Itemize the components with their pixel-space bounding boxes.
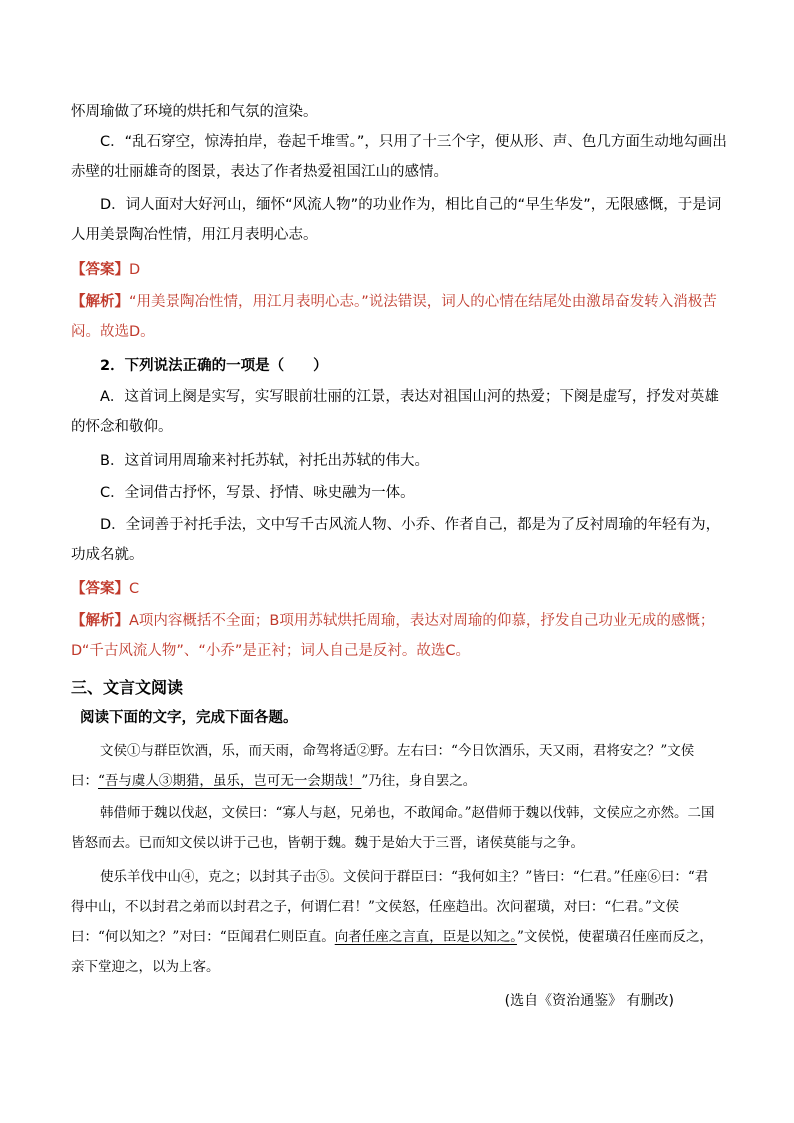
q2-option-c bbox=[71, 478, 727, 508]
source-note: (选自《资治通鉴》 有删改) bbox=[504, 993, 674, 1009]
text: 韩借师于魏以伐赵，文侯曰：“寡人与赵，兄弟也，不敢闻命。”赵借师于魏以伐韩，文侯应之亦然。二国皆怒而去。已而知文侯以讲于己也，皆朝于魏。魏于是始大于三晋，诸侯莫能与之争。 bbox=[71, 805, 715, 851]
q2-answer bbox=[71, 574, 727, 604]
q2-option-b bbox=[71, 446, 727, 476]
text: C．“乱石穿空，惊涛拍岸，卷起千堆雪。”，只用了十三个字，便从形、声、色几方面生动地勾画出赤壁的壮丽雄奇的图景，表达了作者热爱祖国江山的感情。 bbox=[71, 134, 727, 180]
q2-option-d bbox=[71, 510, 727, 570]
analysis-tag: 【解析】 bbox=[71, 294, 129, 310]
analysis-tag: 【解析】 bbox=[71, 613, 129, 629]
text: D．词人面对大好河山，缅怀“风流人物”的功业作为，相比自己的“早生华发”，无限感慨，于是词人用美景陶冶性情，用江月表明心志。 bbox=[71, 197, 722, 243]
prev-option-b-tail bbox=[71, 97, 727, 127]
underlined-sentence: 向者任座之言直，臣是以知之。 bbox=[334, 929, 517, 945]
q2-analysis bbox=[71, 606, 727, 666]
q1-option-d bbox=[71, 190, 727, 250]
analysis-text: “用美景陶冶性情，用江月表明心志。”说法错误，词人的心情在结尾处由激昂奋发转入消极苦闷。故选D。 bbox=[71, 294, 717, 340]
text: ”文侯悦，使翟璜召任座而反之，亲下堂迎之，以为上客。 bbox=[71, 929, 713, 975]
text: 阅读下面的文字，完成下面各题。 bbox=[80, 710, 298, 726]
answer-value: C bbox=[129, 581, 140, 597]
answer-tag: 【答案】 bbox=[71, 262, 129, 278]
passage-paragraph-2 bbox=[71, 798, 721, 858]
text: ”乃往，身自罢之。 bbox=[361, 773, 477, 789]
answer-tag: 【答案】 bbox=[71, 581, 129, 597]
section-instruction bbox=[80, 703, 720, 733]
text: D．全词善于衬托手法，文中写千古风流人物、小乔、作者自己，都是为了反衬周瑜的年轻有为，功成名就。 bbox=[71, 517, 721, 563]
text: C．全词借古抒怀，写景、抒情、咏史融为一体。 bbox=[100, 485, 415, 501]
q1-option-c bbox=[71, 127, 727, 187]
analysis-text: A项内容概括不全面；B项用苏轼烘托周瑜，表达对周瑜的仰慕，抒发自己功业无成的感慨；D“千古风流人物”、“小乔”是正衬；词人自己是反衬。故选C。 bbox=[71, 613, 715, 659]
q2-stem bbox=[71, 351, 727, 381]
passage-paragraph-3 bbox=[71, 862, 721, 982]
text: B．这首词用周瑜来衬托苏轼，衬托出苏轼的伟大。 bbox=[100, 453, 429, 469]
section-heading: 三、文言文阅读 bbox=[71, 678, 184, 697]
q2-option-a bbox=[71, 382, 727, 442]
passage-paragraph-1 bbox=[71, 736, 721, 796]
underlined-sentence: “吾与虞人③期猎，虽乐，岂可无一会期哉！ bbox=[98, 773, 362, 789]
text: 怀周瑜做了环境的烘托和气氛的渲染。 bbox=[71, 104, 318, 120]
text: 使乐羊伐中山④，克之；以封其子击⑤。文侯问于群臣曰：“我何如主？”皆曰：“仁君。”任座⑥曰：“君得中山，不以封君之弟而以封君之子，何谓仁君！”文侯怒，任座趋出。次问翟璜，对曰：“仁君。”文侯曰：“何以知之？”对曰：“臣闻君仁则臣直。 bbox=[71, 869, 709, 945]
q1-analysis bbox=[71, 287, 727, 347]
q1-answer bbox=[71, 255, 727, 285]
text: 2．下列说法正确的一项是（ ） bbox=[100, 358, 328, 374]
text: A．这首词上阕是实写，实写眼前壮丽的江景，表达对祖国山河的热爱；下阕是虚写，抒发对英雄的怀念和敬仰。 bbox=[71, 389, 719, 435]
text: 文侯①与群臣饮酒，乐，而天雨，命驾将适②野。左右曰：“今日饮酒乐，天又雨，君将安之？”文侯曰： bbox=[71, 743, 695, 789]
answer-value: D bbox=[129, 262, 141, 278]
